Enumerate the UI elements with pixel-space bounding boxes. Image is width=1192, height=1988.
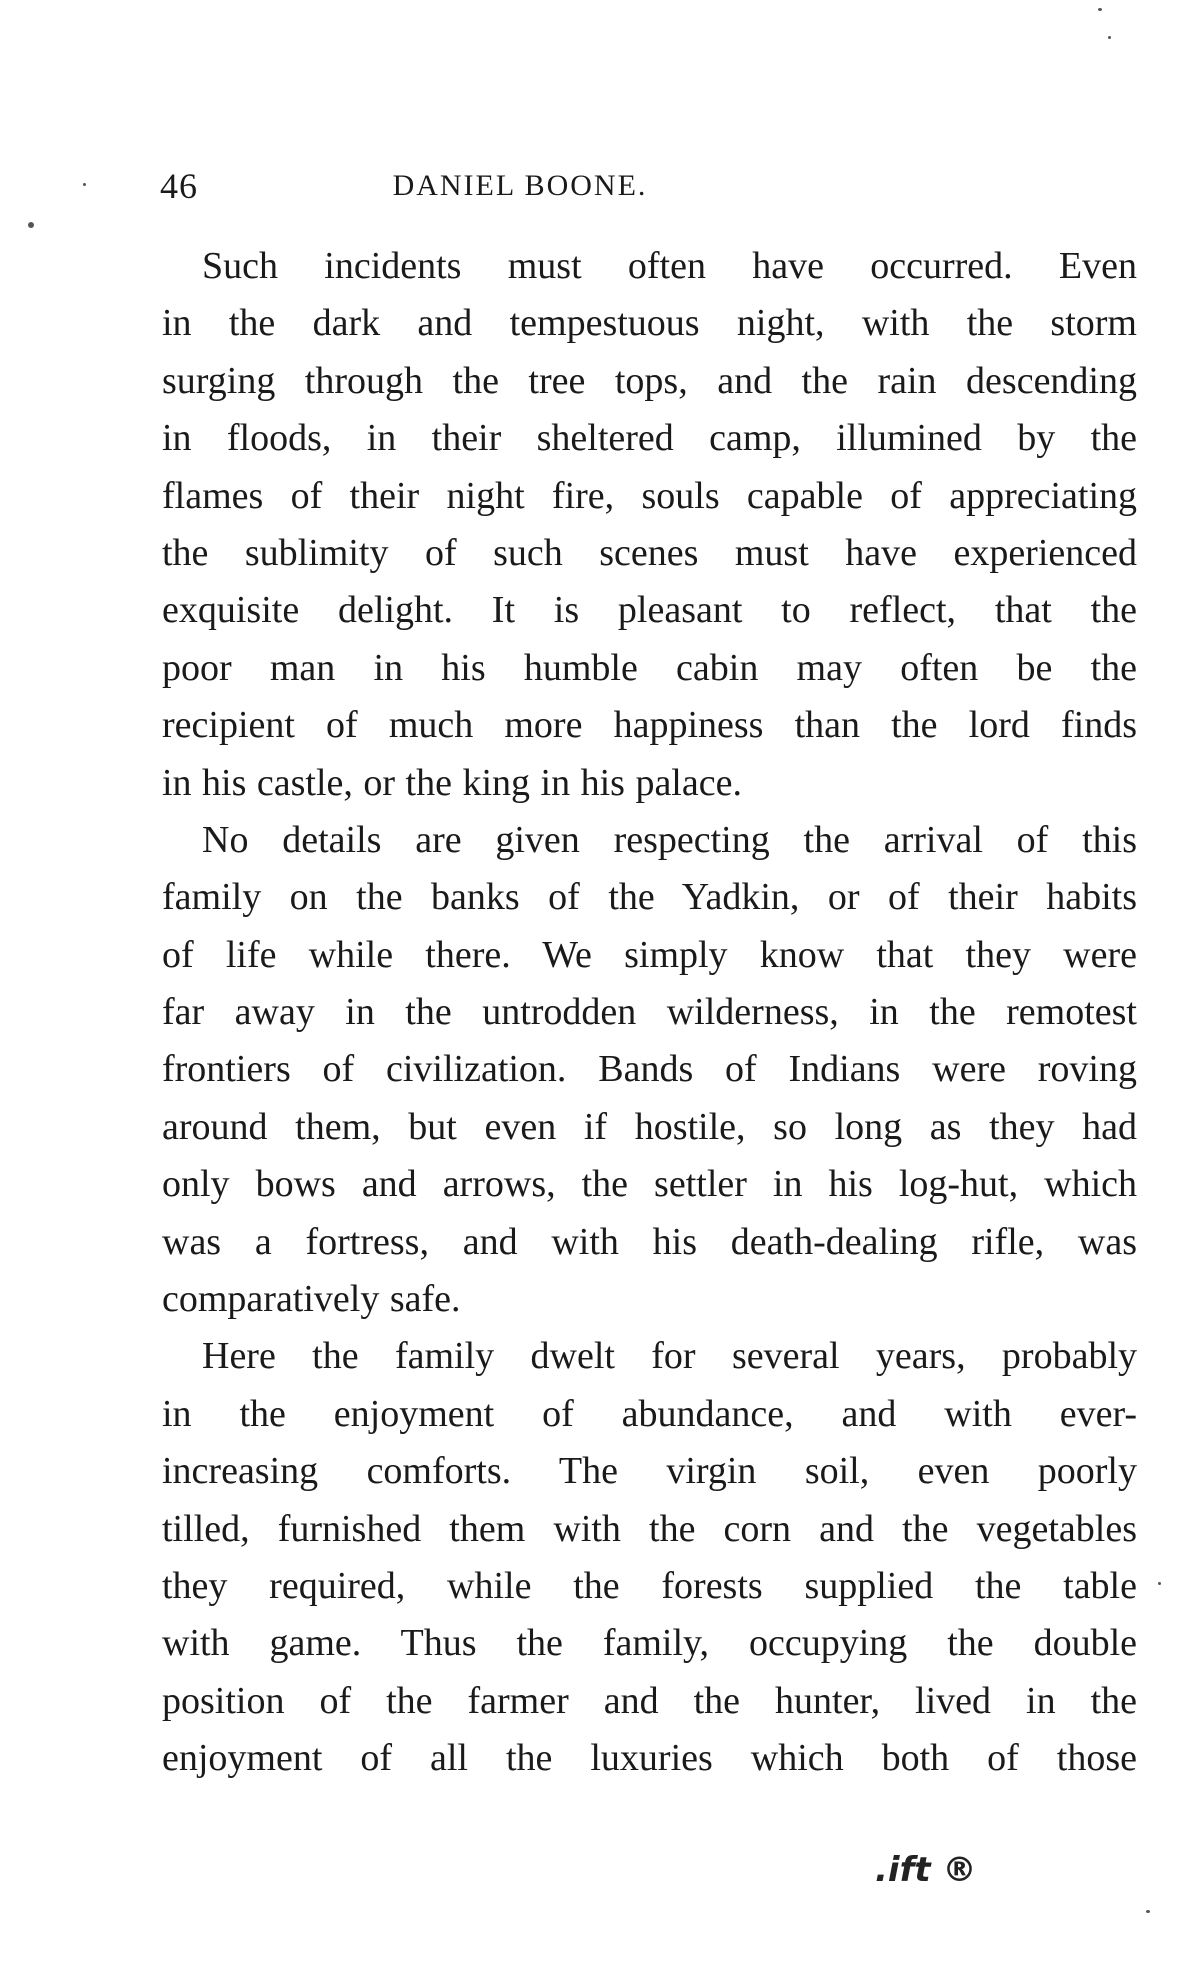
text-line: exquisite delight. It is pleasant to reflect, that the	[162, 589, 1137, 632]
library-stamp: .ift ®	[875, 1850, 977, 1890]
text-line: of life while there. We simply know that they were	[162, 933, 1137, 976]
text-line: Here the family dwelt for several years, probably	[202, 1335, 1137, 1378]
text-line: increasing comforts. The virgin soil, even poorly	[162, 1450, 1137, 1493]
paragraph-2	[162, 812, 1137, 1329]
text-line: in his castle, or the king in his palace.	[162, 761, 742, 804]
text-line: family on the banks of the Yadkin, or of their habits	[162, 876, 1137, 919]
text-line: the sublimity of such scenes must have experienced	[162, 531, 1137, 574]
text-line: recipient of much more happiness than the lord finds	[162, 704, 1137, 747]
scan-speck	[1098, 8, 1102, 11]
text-line: in the dark and tempestuous night, with the storm	[162, 302, 1137, 345]
text-line: tilled, furnished them with the corn and the vegetables	[162, 1507, 1137, 1550]
body-text	[162, 238, 1137, 1788]
text-line: frontiers of civilization. Bands of Indians were roving	[162, 1048, 1137, 1091]
scan-speck	[1146, 1910, 1150, 1913]
scan-speck	[83, 183, 86, 186]
text-line: flames of their night fire, souls capable of appreciating	[162, 474, 1137, 517]
scan-speck	[1108, 36, 1111, 39]
scan-speck	[1158, 1582, 1161, 1585]
scan-speck	[28, 222, 34, 228]
text-line: poor man in his humble cabin may often be the	[162, 646, 1137, 689]
text-line: comparatively safe.	[162, 1278, 461, 1321]
text-line: enjoyment of all the luxuries which both of those	[162, 1737, 1137, 1780]
page-number: 46	[160, 166, 198, 206]
paragraph-1	[162, 238, 1137, 812]
running-head	[160, 165, 1140, 215]
paragraph-3	[162, 1328, 1137, 1787]
text-line: only bows and arrows, the settler in his log-hut, which	[162, 1163, 1137, 1206]
text-line: Such incidents must often have occurred. Even	[202, 245, 1137, 287]
text-line: surging through the tree tops, and the rain descending	[162, 359, 1137, 402]
text-line: far away in the untrodden wilderness, in the remotest	[162, 991, 1137, 1034]
text-line: they required, while the forests supplied the table	[162, 1564, 1137, 1607]
running-title: DANIEL BOONE.	[392, 169, 648, 202]
text-line: No details are given respecting the arrival of this	[202, 818, 1137, 861]
text-line: in the enjoyment of abundance, and with ever-	[162, 1392, 1137, 1435]
text-line: position of the farmer and the hunter, lived in the	[162, 1679, 1137, 1722]
text-line: with game. Thus the family, occupying the double	[162, 1622, 1137, 1665]
text-line: in floods, in their sheltered camp, illumined by the	[162, 417, 1137, 460]
text-line: was a fortress, and with his death-dealing rifle, was	[162, 1220, 1137, 1263]
text-line: around them, but even if hostile, so long as they had	[162, 1105, 1137, 1148]
